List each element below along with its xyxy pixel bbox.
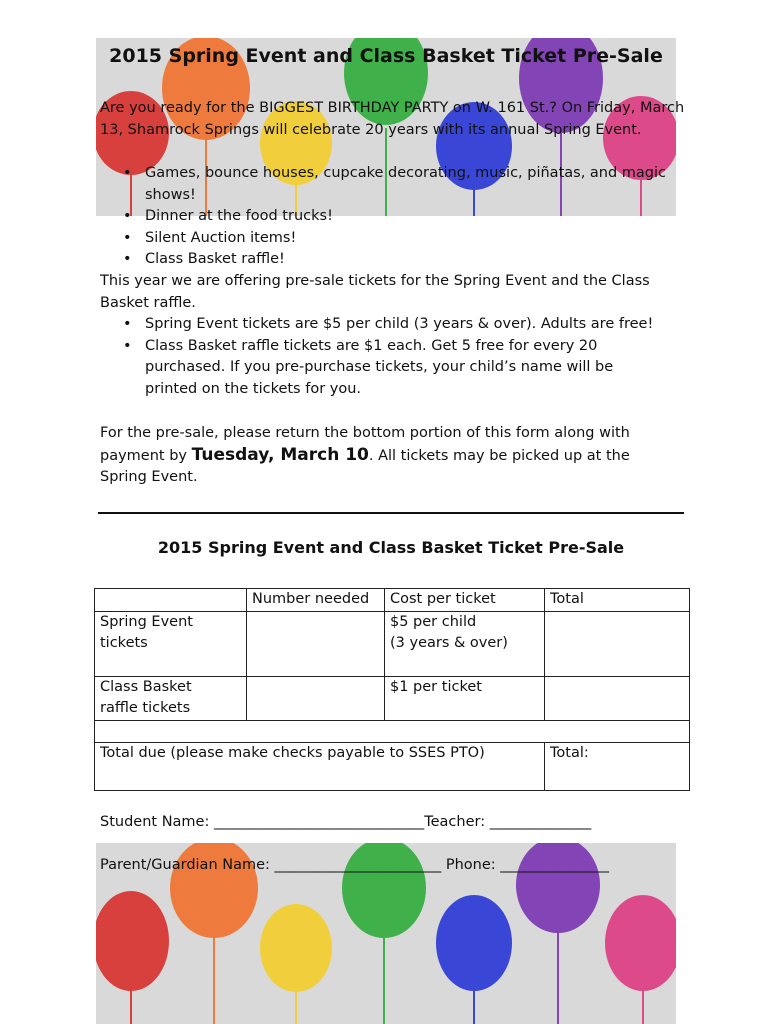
row-label-spring-event: Spring Event tickets	[95, 611, 247, 676]
form-title: 2015 Spring Event and Class Basket Ticket Pre-Sale	[157, 538, 625, 557]
header-total: Total	[545, 589, 690, 612]
table-total-row	[95, 742, 690, 790]
class-basket-number-input[interactable]	[247, 676, 385, 720]
class-basket-total-input[interactable]	[545, 676, 690, 720]
parent-phone-line	[100, 857, 609, 873]
ticket-order-table	[94, 588, 690, 791]
cut-line-divider	[98, 512, 684, 514]
notice-intro-block	[100, 98, 690, 141]
student-teacher-line	[100, 814, 591, 830]
return-text-1: For the pre-sale, please return the bottom portion of this form along with payment by	[100, 425, 630, 464]
list-item: • Games, bounce houses, cupcake decorating, music, piñatas, and magic shows!	[145, 163, 690, 206]
teacher-label: Teacher:	[424, 814, 486, 830]
header-cost-per-ticket: Cost per ticket	[385, 589, 545, 612]
class-basket-cost: $1 per ticket	[385, 676, 545, 720]
return-paragraph	[100, 423, 665, 489]
teacher-field[interactable]: ______________	[489, 814, 592, 830]
table-header-row	[95, 589, 690, 612]
presale-list	[100, 314, 660, 400]
return-text-2: . All tickets may be picked up at the Spring Event.	[100, 447, 630, 485]
activities-list-block	[100, 163, 690, 271]
activities-list	[100, 163, 690, 271]
spacer-cell	[95, 720, 690, 742]
spring-event-cost: $5 per child (3 years & over)	[385, 611, 545, 676]
spring-event-total-input[interactable]	[545, 611, 690, 676]
list-item: • Class Basket raffle!	[145, 249, 690, 271]
intro-paragraph: Are you ready for the BIGGEST BIRTHDAY PARTY on W. 161 St.? On Friday, March 13, Shamrock Springs will celebrate 20 years with its annual Spring Event.	[100, 100, 685, 138]
table-row	[95, 676, 690, 720]
table-row	[95, 611, 690, 676]
list-item: • Spring Event tickets are $5 per child (3 years & over). Adults are free!	[145, 314, 660, 336]
presale-block	[100, 271, 660, 400]
return-instructions	[100, 423, 665, 489]
list-item: • Class Basket raffle tickets are $1 each. Get 5 free for every 20 purchased. If you pre-purchase tickets, your child’s name will be printed on the tickets for you.	[145, 336, 660, 401]
phone-label: Phone:	[445, 857, 496, 873]
phone-field[interactable]: _______________	[500, 857, 610, 873]
grand-total-field[interactable]: Total:	[545, 742, 690, 790]
row-label-class-basket: Class Basket raffle tickets	[95, 676, 247, 720]
notice-title: 2015 Spring Event and Class Basket Ticket Pre-Sale	[109, 45, 663, 67]
parent-name-field[interactable]: _______________________	[274, 857, 442, 873]
total-due-label: Total due (please make checks payable to SSES PTO)	[95, 742, 545, 790]
presale-intro: This year we are offering pre-sale tickets for the Spring Event and the Class Basket raffle.	[100, 273, 650, 311]
list-item: • Dinner at the food trucks!	[145, 206, 690, 228]
student-name-label: Student Name:	[100, 814, 210, 830]
table-spacer-row	[95, 720, 690, 742]
deadline-date: Tuesday, March 10	[191, 444, 369, 465]
header-cell-blank	[95, 589, 247, 612]
header-number-needed: Number needed	[247, 589, 385, 612]
list-item: • Silent Auction items!	[145, 228, 690, 250]
spring-event-number-input[interactable]	[247, 611, 385, 676]
parent-name-label: Parent/Guardian Name:	[100, 857, 270, 873]
student-name-field[interactable]: _____________________________	[213, 814, 425, 830]
